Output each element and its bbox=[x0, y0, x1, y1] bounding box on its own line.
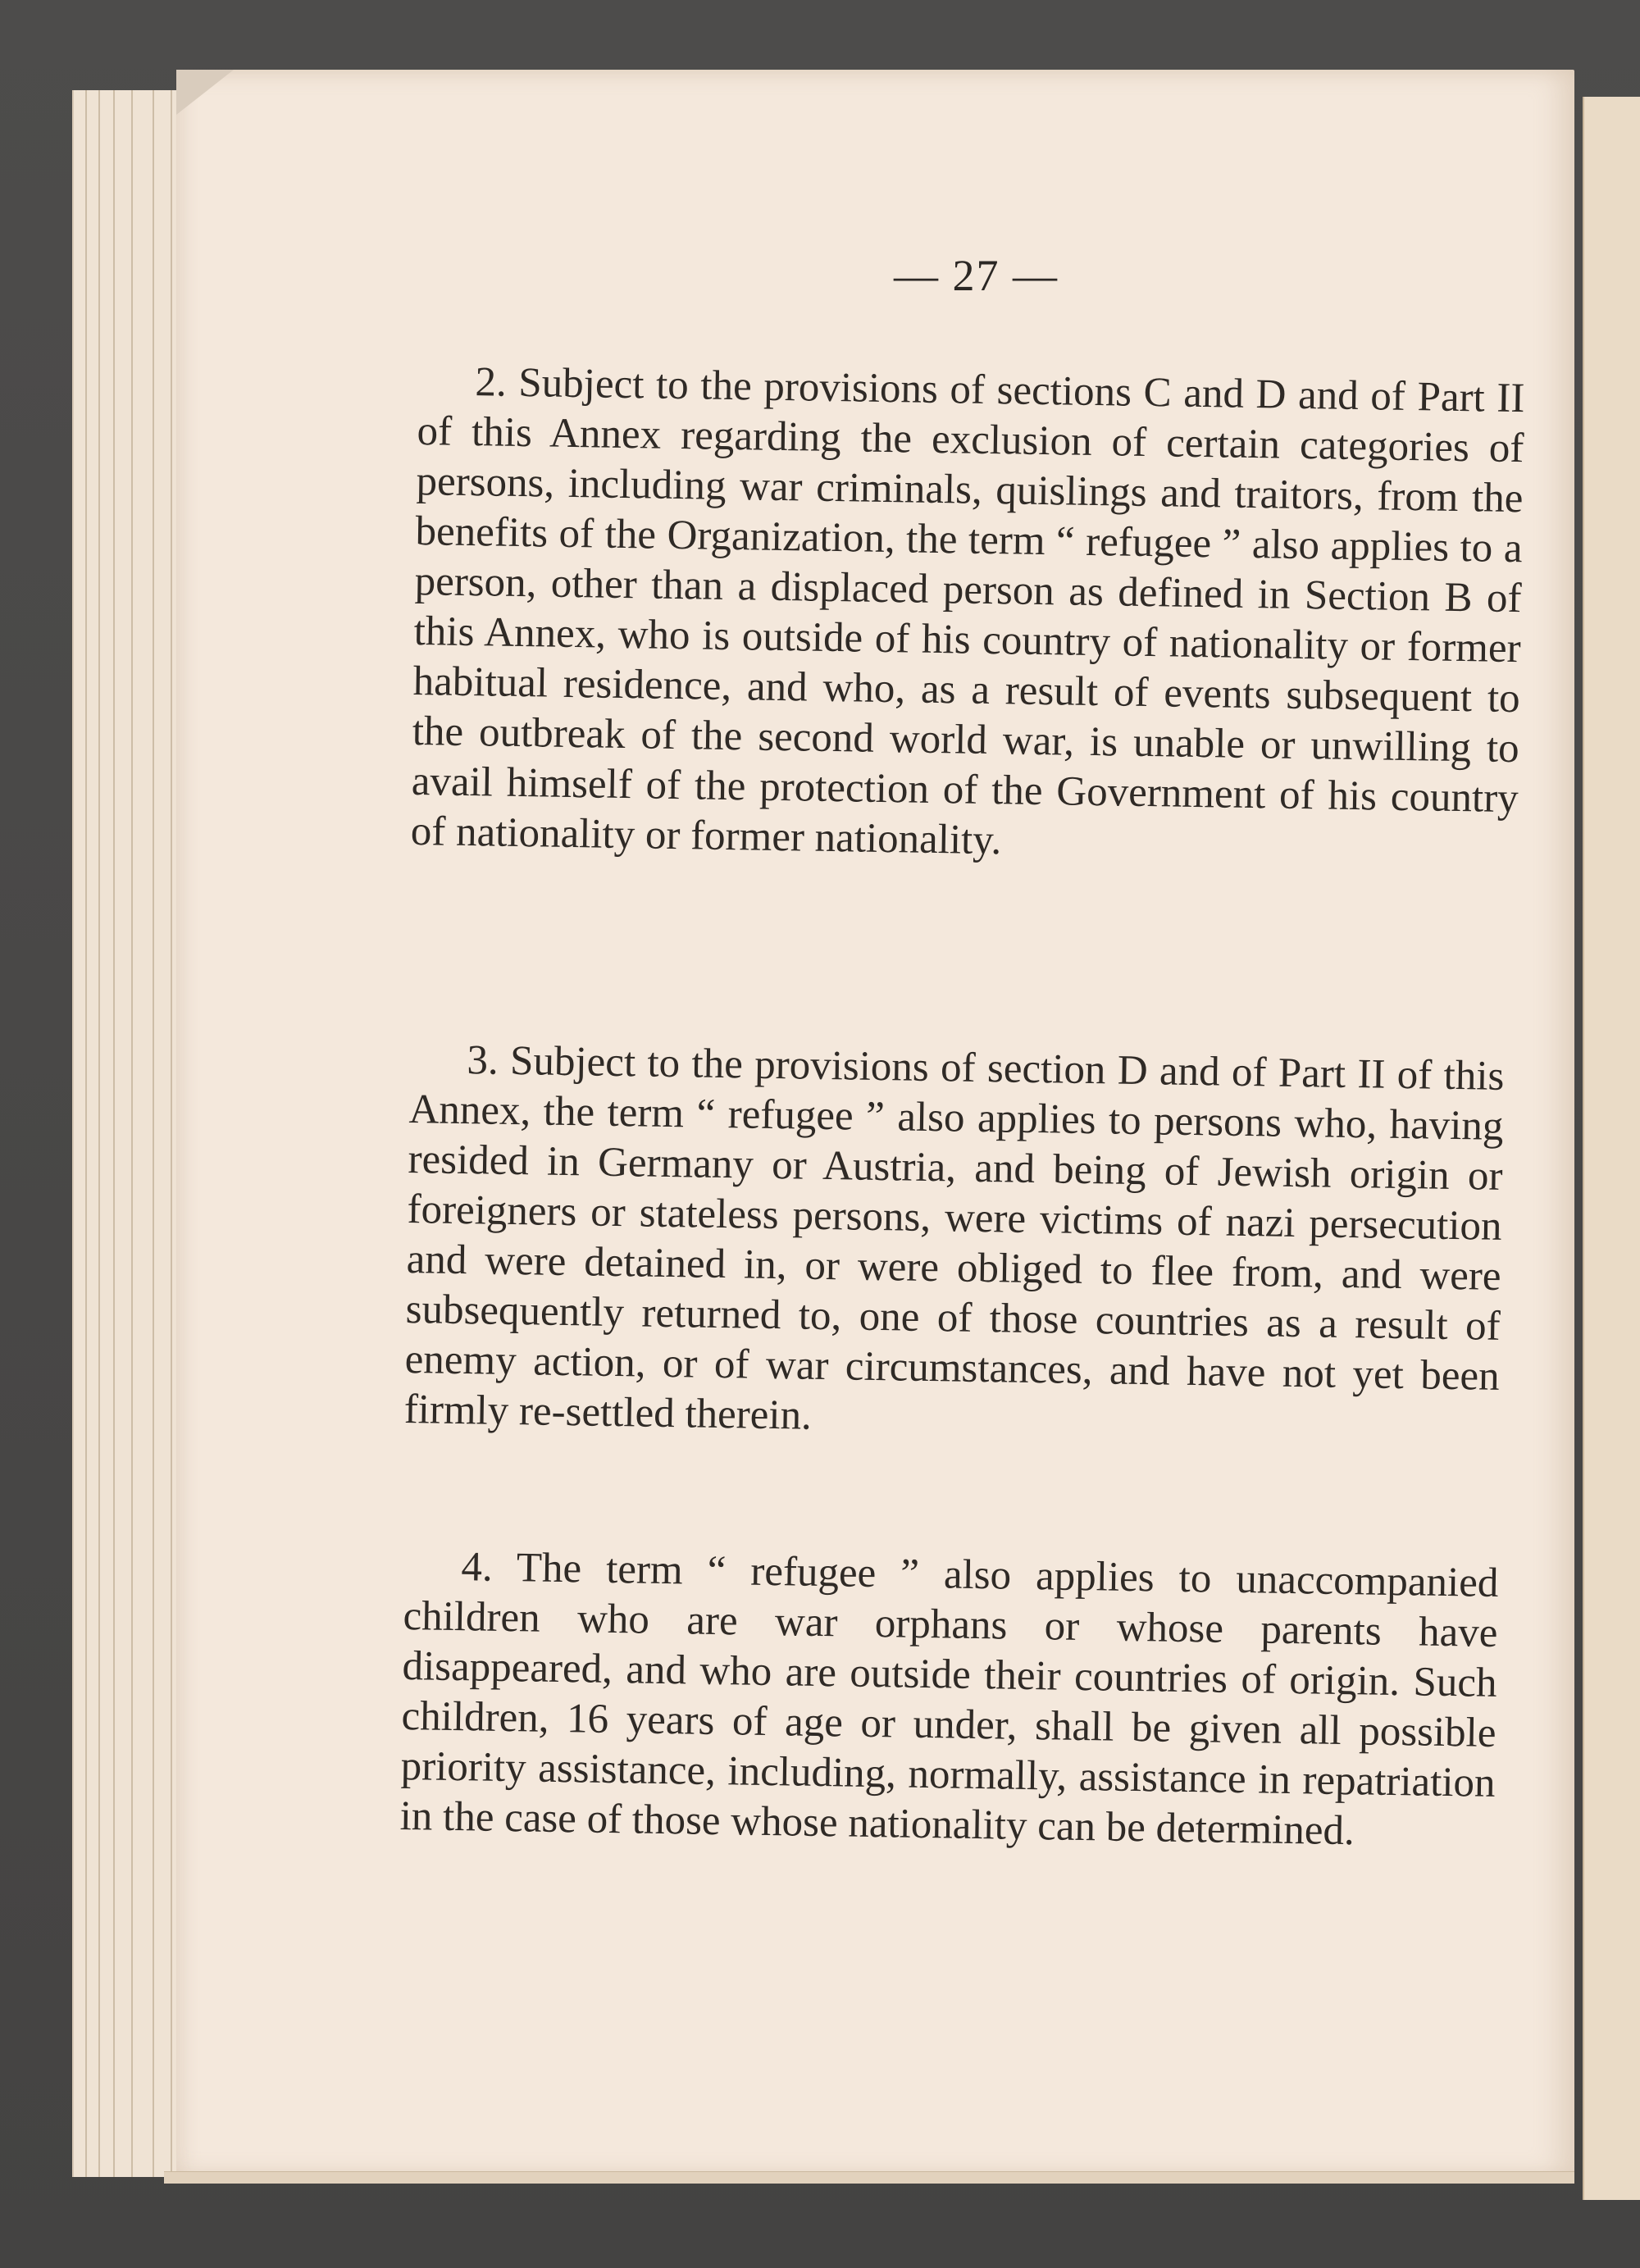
next-page-edge bbox=[1583, 97, 1640, 2200]
page-edge-line bbox=[131, 90, 133, 2177]
page-edge-line bbox=[113, 90, 115, 2177]
paragraph-section-4: 4. The term “ refugee ” also applies to unaccompanied children who are war orphans or whose parents have disappeared, and who are outside their countries of origin. Such children, 16 years of age or under, shall be given all possible priority assistance, including, normally, assistance in repatriation in the case of those whose nationality can be determined. bbox=[399, 1544, 1499, 1855]
page-number: — 27 — bbox=[894, 251, 1059, 300]
paragraph-section-3: 3. Subject to the provisions of section D and of Part II of this Annex, the term “ refugee ” also applies to persons who, having resided in Germany or Austria, and being of Jewish origin or foreigners or stateless persons, were victims of nazi persecution and were detained in, or were obliged to flee from, and were subsequently returned to, one of those countries as a result of enemy action, or of war circumstances, and have not yet been firmly re-settled therein. bbox=[403, 1037, 1505, 1439]
page-bottom-edge bbox=[164, 2171, 1574, 2184]
page-edge-line bbox=[98, 90, 100, 2177]
page-edge-line bbox=[153, 90, 154, 2177]
page-edge-line bbox=[85, 90, 87, 2177]
page-edge-line bbox=[171, 90, 172, 2177]
folded-page-corner bbox=[176, 70, 234, 115]
paragraph-section-2: 2. Subject to the provisions of sections C and D and of Part II of this Annex regarding the exclusion of certain categories of persons, including war criminals, quislings and traitors, from the benefits of the Organization, the term “ refugee ” also applies to a person, other than a displaced person as defined in Section B of this Annex, who is outside of his country of nationality or former habitual residence, and who, as a result of events subsequent to the outbreak of the second world war, is unable or unwilling to avail himself of the protection of the Government of his country of nationality or former nationality. bbox=[410, 359, 1525, 864]
